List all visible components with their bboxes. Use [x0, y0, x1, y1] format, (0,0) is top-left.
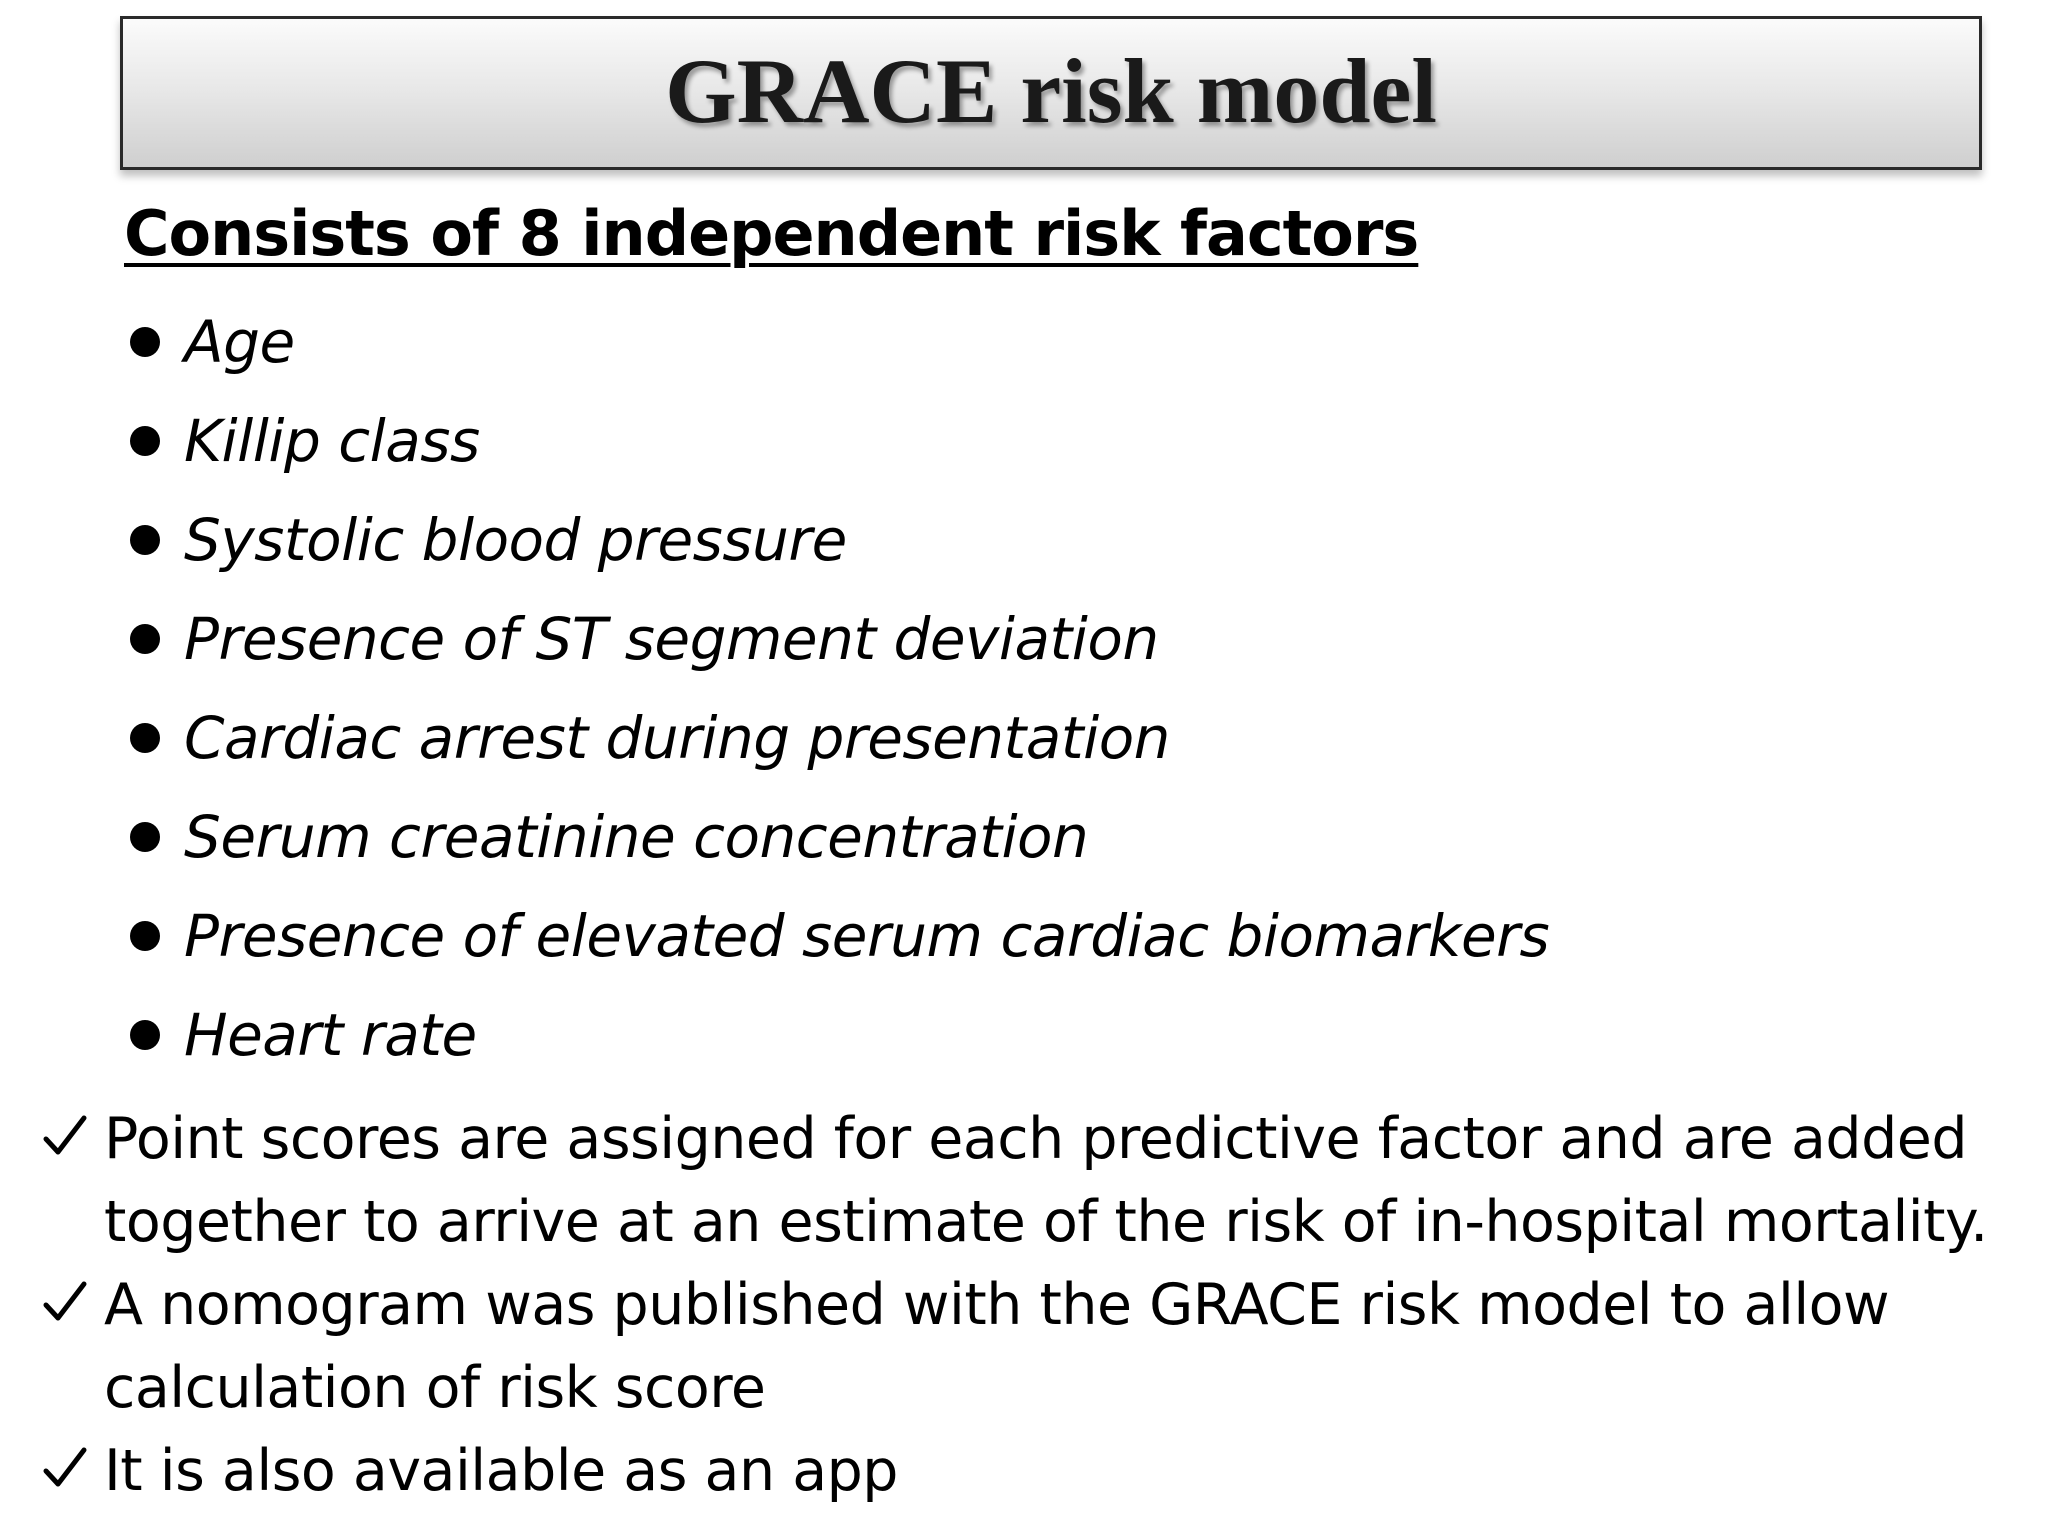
list-item [40, 1098, 2030, 1264]
list-item [40, 1264, 2030, 1430]
risk-factor-list [126, 292, 1549, 1084]
list-item [126, 391, 1549, 490]
bullet-icon [130, 624, 160, 654]
risk-factor-label: Cardiac arrest during presentation [184, 703, 1170, 772]
risk-factor-label: Presence of ST segment deviation [184, 604, 1159, 673]
note-text: Point scores are assigned for each predictive factor and are added together to arrive at an estimate of the risk of in-hospital mortality. [104, 1106, 1988, 1255]
bullet-icon [130, 525, 160, 555]
risk-factor-label: Heart rate [184, 1000, 477, 1069]
risk-factor-label: Age [184, 307, 295, 376]
list-item [126, 490, 1549, 589]
note-text: It is also available as an app [104, 1438, 898, 1504]
note-text: A nomogram was published with the GRACE risk model to allow calculation of risk score [104, 1272, 1890, 1421]
title-banner [120, 16, 1982, 170]
risk-factor-label: Presence of elevated serum cardiac biomarkers [184, 901, 1550, 970]
list-item [126, 688, 1549, 787]
list-item [40, 1430, 2030, 1513]
list-item [126, 985, 1549, 1084]
bullet-icon [130, 822, 160, 852]
notes-list [40, 1098, 2030, 1513]
bullet-icon [130, 327, 160, 357]
bullet-icon [130, 1020, 160, 1050]
bullet-icon [130, 723, 160, 753]
bullet-icon [130, 921, 160, 951]
list-item [126, 589, 1549, 688]
subheading: Consists of 8 independent risk factors [124, 197, 1419, 270]
bullet-icon [130, 426, 160, 456]
risk-factor-label: Killip class [184, 406, 480, 475]
checkmark-icon [40, 1112, 90, 1162]
list-item [126, 886, 1549, 985]
checkmark-icon [40, 1278, 90, 1328]
list-item [126, 787, 1549, 886]
risk-factor-label: Systolic blood pressure [184, 505, 847, 574]
checkmark-icon [40, 1444, 90, 1494]
slide-title: GRACE risk model [665, 40, 1437, 142]
risk-factor-label: Serum creatinine concentration [184, 802, 1089, 871]
list-item [126, 292, 1549, 391]
